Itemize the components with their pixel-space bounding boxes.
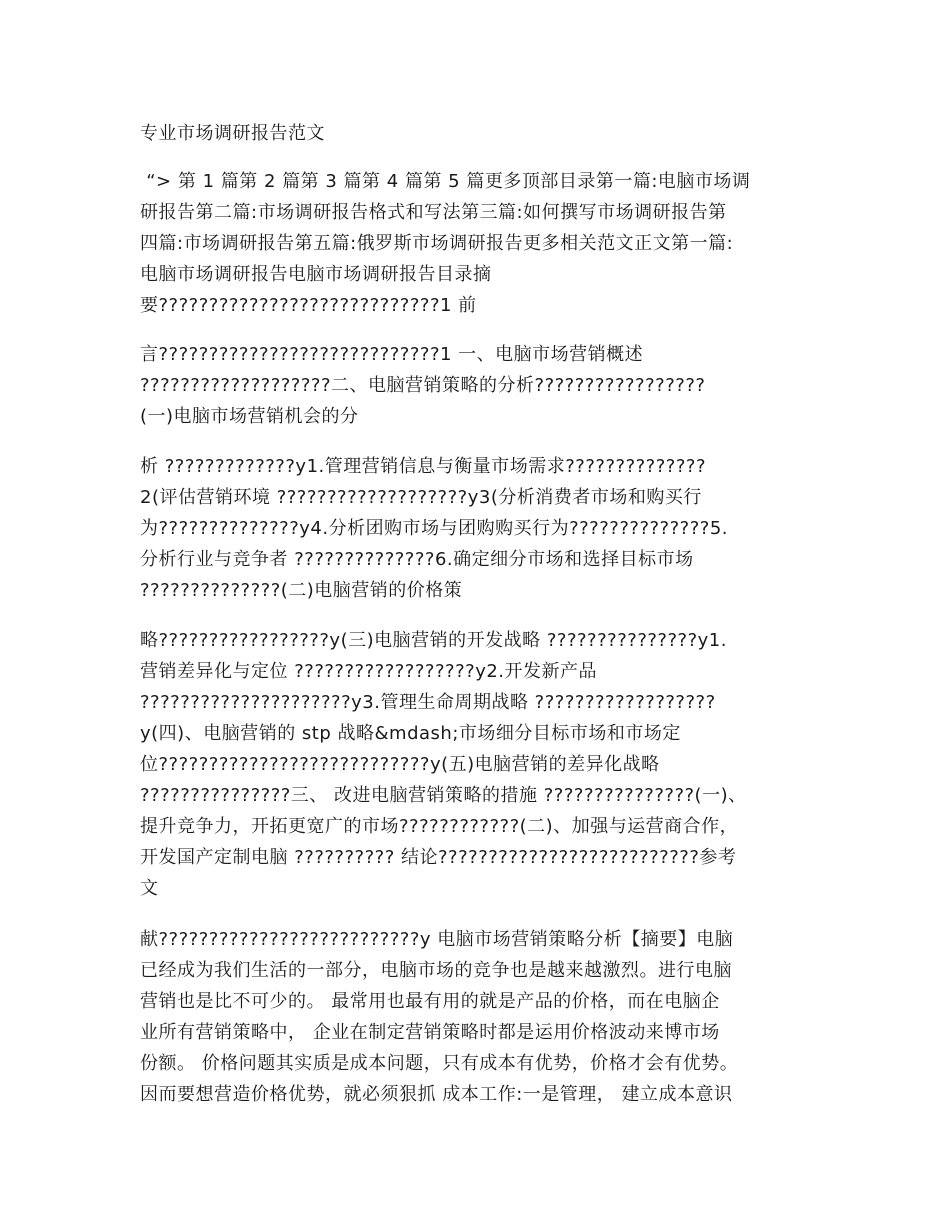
paragraph-5: 献??????????????????????????y 电脑市场营销策略分析【摘要】电脑 已经成为我们生活的一部分，电脑市场的竞争也是越来越激烈。进行电脑 营销也是比不可少的。 最常用也最有用的就是产品的价格，而在电脑企 业所有营销策略中， 企业在制定营销策略时都是运用价格波动来博市场 份额。 价格问题其实质是成本问题，只有成本有优势，价格才会有优势。 因而要想营造价格优势，就必须狠抓 成本工作:一是管理， 建立成本意识 (140, 929, 739, 1105)
paragraph-1: “> 第 1 篇第 2 篇第 3 篇第 4 篇第 5 篇更多顶部目录第一篇:电脑市场调 研报告第二篇:市场调研报告格式和写法第三篇:如何撰写市场调研报告第 四篇:市场调研报告第五篇:俄罗斯市场调研报告更多相关范文正文第一篇: 电脑市场调研报告电脑市场调研报告目录摘 要????????????????????????????1 前 (140, 171, 751, 316)
paragraph-4: 略?????????????????y(三)电脑营销的开发战略 ???????????????y1. 营销差异化与定位 ??????????????????y2.开发新产品 ?????????????????????y3.管理生命周期战略 ?????????????????? y(四)、电脑营销的 stp 战略&mdash;市场细分目标市场和市场定 位???????????????????????????y(五)电脑营销的差异化战略 ???????????????三、 改进电脑营销策略的措施 ???????????????(一)、 提升竞争力，开拓更宽广的市场????????????(二)、加强与运营商合作， 开发国产定制电脑 ?????????? 结论??????????????????????????参考 文 (140, 630, 747, 899)
paragraph-3: 析 ?????????????y1.管理营销信息与衡量市场需求?????????????? 2(评估营销环境 ???????????????????y3(分析消费者市场和购买行 为??????????????y4.分析团购市场与团购购买行为??????????????5. 分析行业与竞争者 ??????????????6.确定细分市场和选择目标市场 ??????????????(二)电脑营销的价格策 (140, 456, 729, 601)
document-title: 专业市场调研报告范文 (140, 123, 325, 144)
paragraph-2: 言????????????????????????????1 一、电脑市场营销概述 ???????????????????二、电脑营销策略的分析????????????????? (一)电脑市场营销机会的分 (140, 344, 706, 427)
